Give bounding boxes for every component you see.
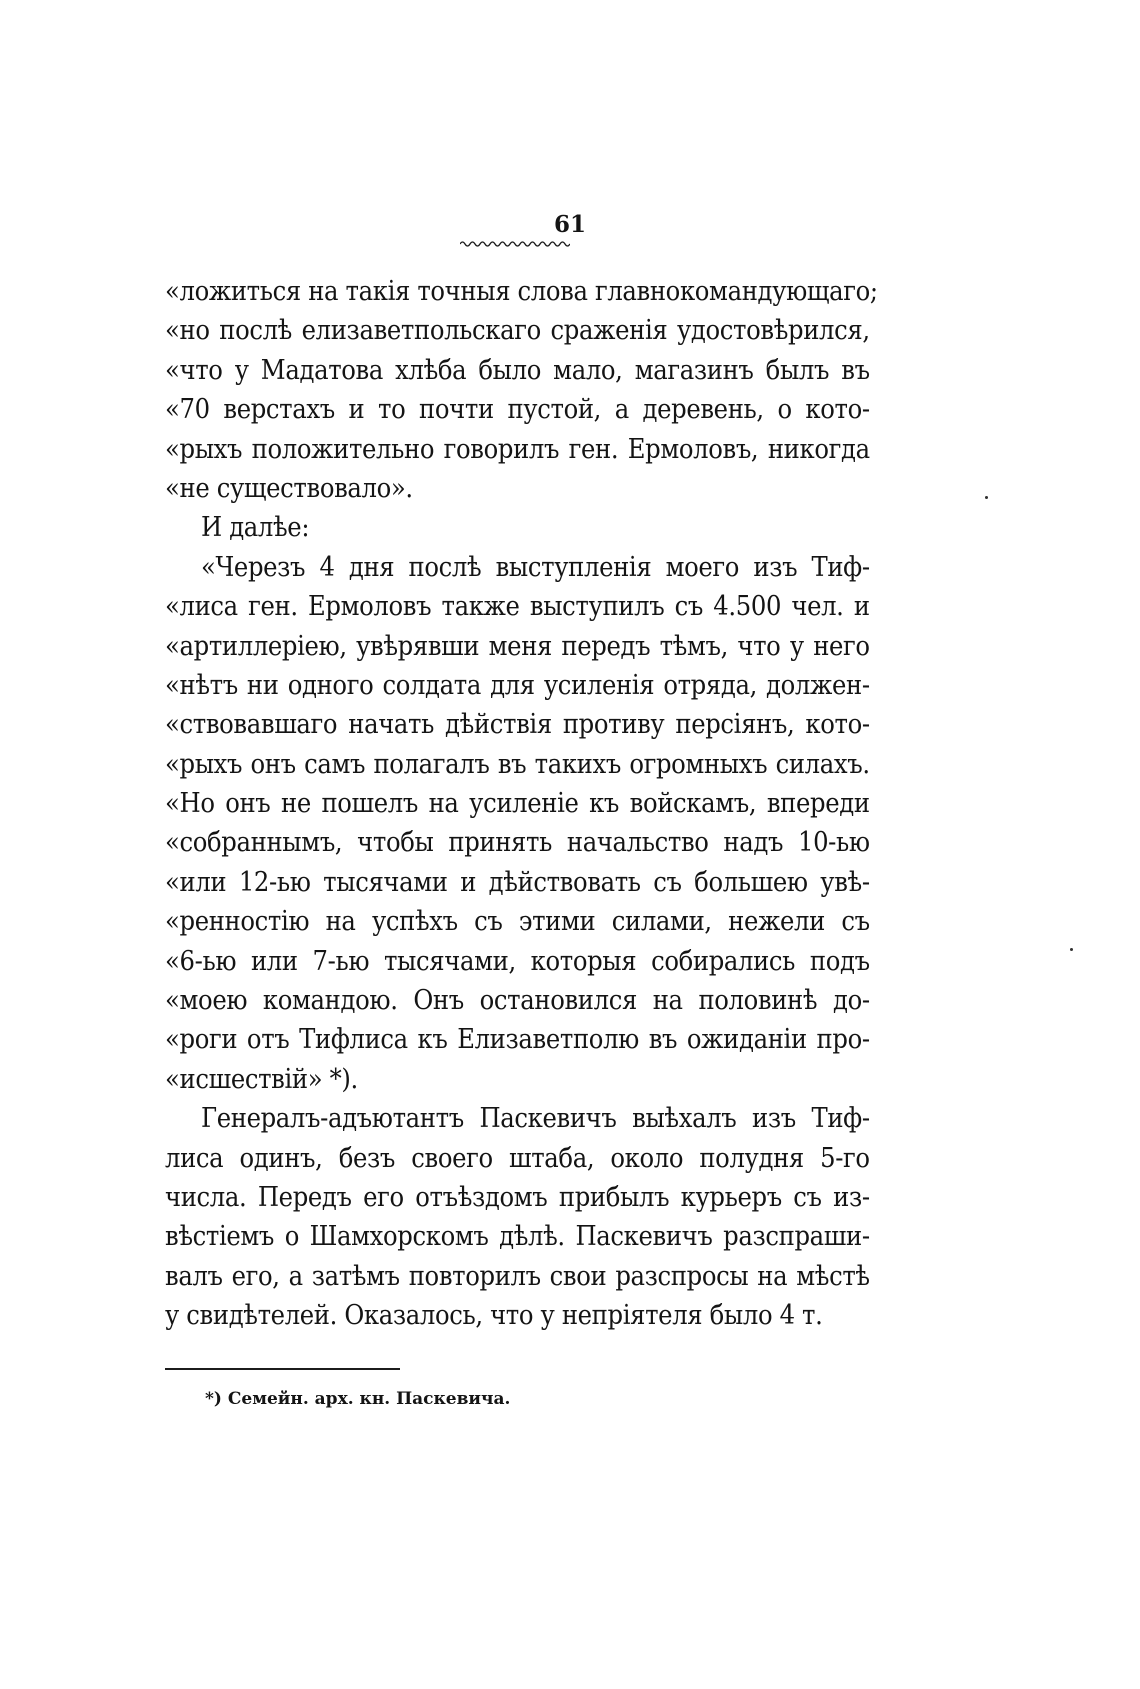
text-line: «70 верстахъ и то почти пустой, а деревень, о кото-	[165, 394, 870, 426]
text-line: Генералъ-адъютантъ Паскевичъ выѣхалъ изъ Тиф-	[201, 1103, 870, 1135]
scan-speck	[985, 496, 988, 499]
text-line: валъ его, а затѣмъ повторилъ свои разспросы на мѣстѣ	[165, 1260, 870, 1292]
page-number: 61	[553, 211, 586, 238]
text-line: «но послѣ елизаветпольскаго сраженія удостовѣрился,	[165, 315, 870, 347]
footnote-rule	[165, 1368, 400, 1370]
body-text	[165, 272, 878, 1336]
text-line: «нѣтъ ни одного солдата для усиленія отряда, должен-	[165, 669, 870, 701]
text-line: лиса одинъ, безъ своего штаба, около полудня 5-го	[165, 1142, 870, 1174]
text-line: «собраннымъ, чтобы принять начальство надъ 10-ью	[165, 827, 870, 859]
text-line: «6-ью или 7-ью тысячами, которыя собирались подъ	[165, 945, 870, 977]
text-line: «артиллеріею, увѣрявши меня передъ тѣмъ, что у него	[165, 630, 870, 662]
text-line: «роги отъ Тифлиса къ Елизаветполю въ ожиданіи про-	[165, 1024, 870, 1056]
text-line: числа. Передъ его отъѣздомъ прибылъ курьеръ съ из-	[165, 1181, 870, 1213]
text-line: «моею командою. Онъ остановился на половинѣ до-	[165, 985, 870, 1017]
text-line: «Но онъ не пошелъ на усиленіе къ войскамъ, впереди	[165, 788, 870, 820]
text-line: «исшествій» *).	[165, 1063, 358, 1095]
text-line: «ренностію на успѣхъ съ этими силами, нежели съ	[165, 906, 870, 938]
text-line: «рыхъ онъ самъ полагалъ въ такихъ огромныхъ силахъ.	[165, 748, 870, 780]
footnote: *) Семейн. арх. кн. Паскевича.	[205, 1389, 511, 1409]
text-line: «или 12-ью тысячами и дѣйствовать съ большею увѣ-	[165, 866, 870, 898]
text-line: «лиса ген. Ермоловъ также выступилъ съ 4.500 чел. и	[165, 591, 870, 623]
text-line: «Черезъ 4 дня послѣ выступленія моего изъ Тиф-	[201, 551, 870, 583]
text-line: «что у Мадатова хлѣба было мало, магазинъ былъ въ	[165, 354, 870, 386]
text-line: «не существовало».	[165, 472, 413, 504]
wavy-rule-ornament	[460, 240, 570, 248]
text-line: вѣстіемъ о Шамхорскомъ дѣлѣ. Паскевичъ разспраши-	[165, 1221, 870, 1253]
scan-speck	[1070, 948, 1073, 951]
text-line: «ложиться на такія точныя слова главнокомандующаго;	[165, 276, 878, 307]
text-line: «ствовавшаго начать дѣйствія противу персіянъ, кото-	[165, 709, 870, 741]
text-line: «рыхъ положительно говорилъ ген. Ермоловъ, никогда	[165, 433, 870, 465]
text-line: у свидѣтелей. Оказалось, что у непріятеля было 4 т.	[165, 1300, 823, 1332]
text-line: И далѣе:	[201, 512, 310, 544]
